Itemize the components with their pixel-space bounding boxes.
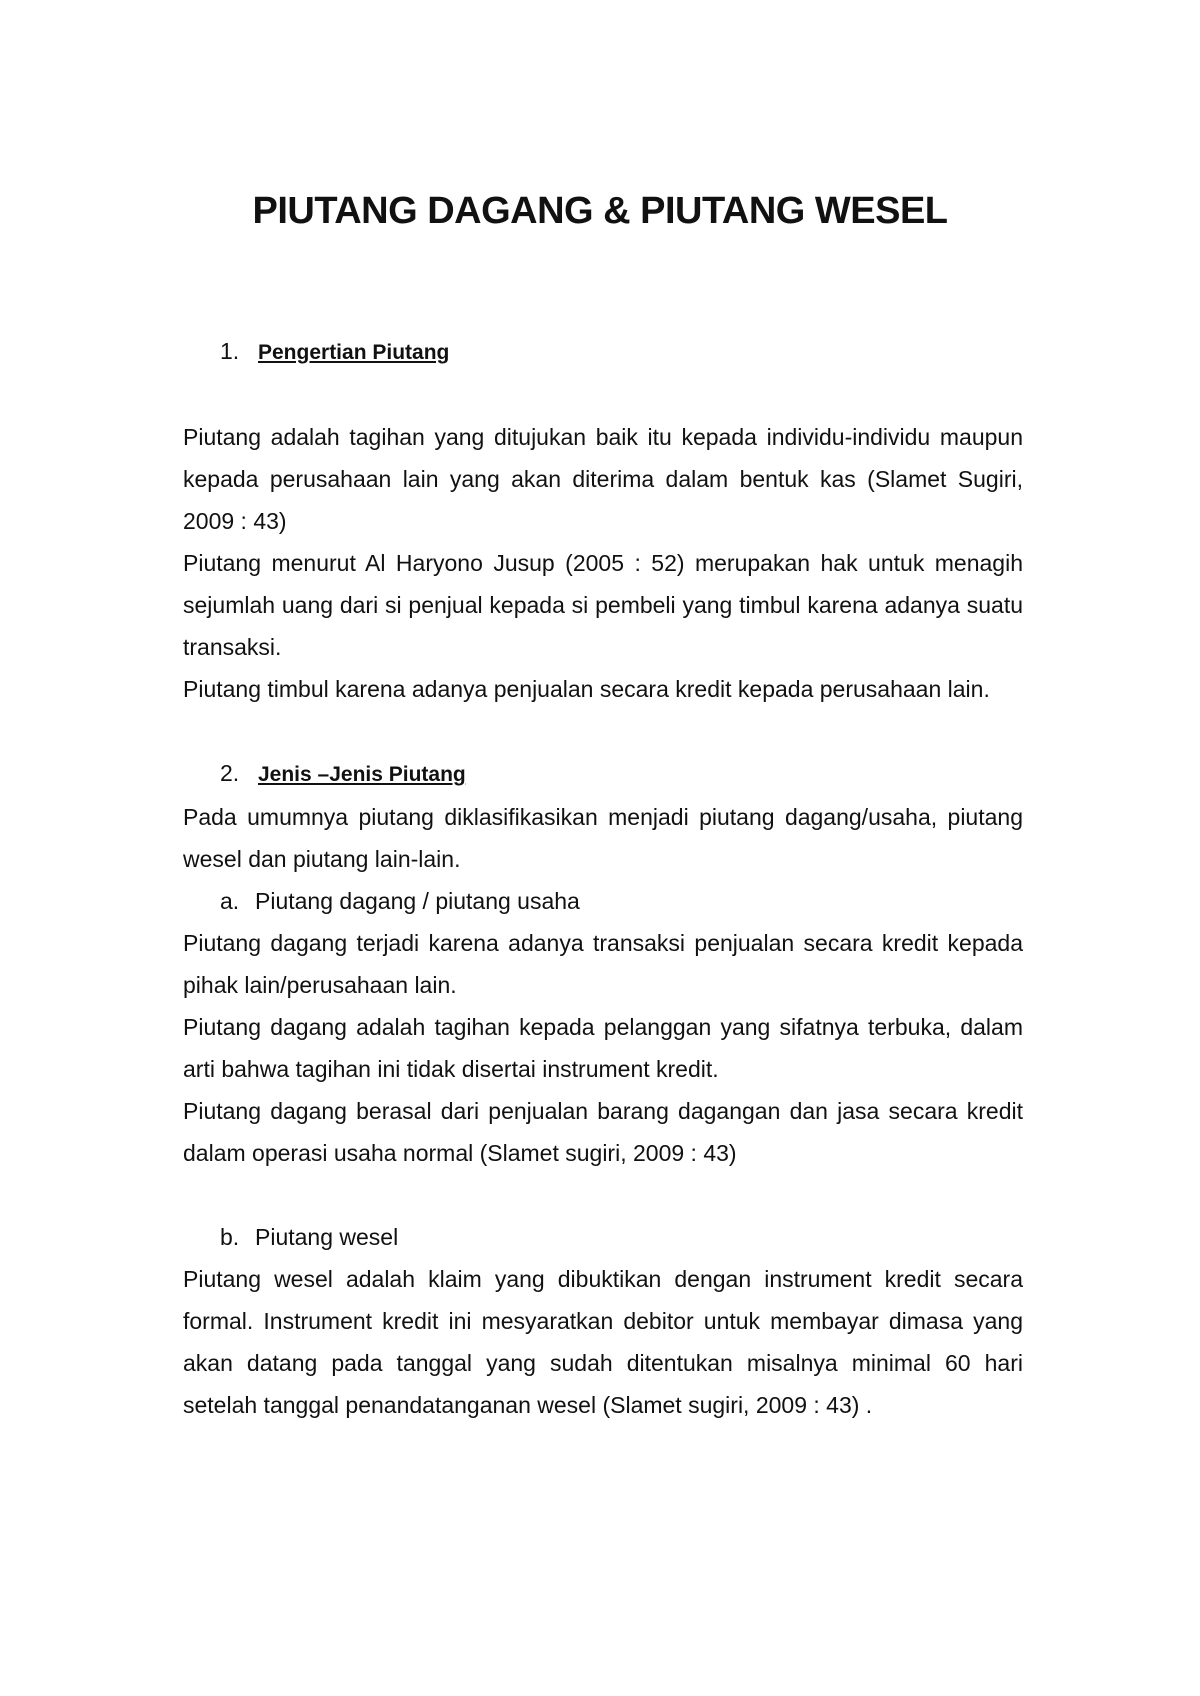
paragraph: Piutang dagang berasal dari penjualan barang dagangan dan jasa secara kredit dalam operasi usaha normal (Slamet sugiri, 2009 : 43) xyxy=(183,1098,1023,1166)
subsection-title: Piutang dagang / piutang usaha xyxy=(255,888,580,914)
subsection-heading-b xyxy=(183,1216,1023,1258)
paragraph: Piutang timbul karena adanya penjualan secara kredit kepada perusahaan lain. xyxy=(183,676,990,702)
section-number: 2. xyxy=(220,760,240,786)
paragraph: Piutang menurut Al Haryono Jusup (2005 : 52) merupakan hak untuk menagih sejumlah uang dari si penjual kepada si pembeli yang timbul karena adanya suatu transaksi. xyxy=(183,550,1023,660)
subsection-title: Piutang wesel xyxy=(255,1224,399,1250)
section-number: 1. xyxy=(220,338,240,364)
paragraph: Pada umumnya piutang diklasifikasikan menjadi piutang dagang/usaha, piutang wesel dan piutang lain-lain. xyxy=(183,804,1023,872)
section-heading-2 xyxy=(183,752,1023,796)
paragraph: Piutang dagang adalah tagihan kepada pelanggan yang sifatnya terbuka, dalam arti bahwa tagihan ini tidak disertai instrument kredit. xyxy=(183,1014,1023,1082)
paragraph: Piutang dagang terjadi karena adanya transaksi penjualan secara kredit kepada pihak lain/perusahaan lain. xyxy=(183,930,1023,998)
spacer xyxy=(183,710,1023,752)
document-body xyxy=(183,330,1023,1426)
section-title: Jenis –Jenis Piutang xyxy=(258,763,466,786)
spacer xyxy=(183,1174,1023,1216)
subsection-heading-a xyxy=(183,880,1023,922)
paragraph: Piutang adalah tagihan yang ditujukan baik itu kepada individu-individu maupun kepada perusahaan lain yang akan diterima dalam bentuk kas (Slamet Sugiri, 2009 : 43) xyxy=(183,424,1023,534)
paragraph: Piutang wesel adalah klaim yang dibuktikan dengan instrument kredit secara formal. Instrument kredit ini mesyaratkan debitor untuk membayar dimasa yang akan datang pada tanggal yang sudah ditentukan misalnya minimal 60 hari setelah tanggal penandatanganan wesel (Slamet sugiri, 2009 : 43) . xyxy=(183,1266,1023,1418)
spacer xyxy=(183,374,1023,416)
section-title: Pengertian Piutang xyxy=(258,341,450,364)
subsection-letter: a. xyxy=(220,888,240,914)
section-heading-1 xyxy=(183,330,1023,374)
document-title: PIUTANG DAGANG & PIUTANG WESEL xyxy=(252,190,948,232)
subsection-letter: b. xyxy=(220,1224,240,1250)
